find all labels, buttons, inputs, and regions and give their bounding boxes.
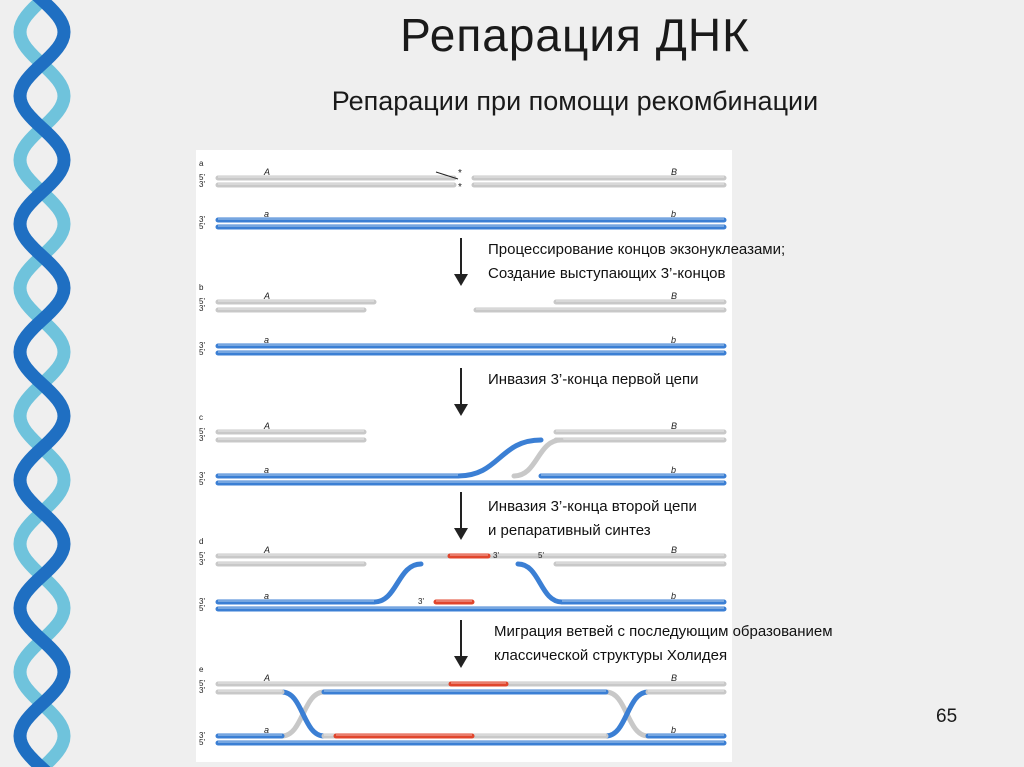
five-prime-label: 5' [199, 427, 205, 436]
step-2-text [488, 368, 698, 392]
three-prime-label: 3' [199, 304, 205, 313]
three-prime-label: 3' [199, 471, 205, 480]
break-star: * [458, 182, 462, 193]
step-3-text [488, 495, 697, 543]
gene-B-label: B [671, 167, 678, 177]
gene-A-label: A [264, 421, 271, 431]
step-3-line-2: и репаративный синтез [488, 522, 651, 539]
step-1-line-1: Процессирование концов экзонуклеазами; [488, 241, 786, 258]
step-4-line-1: Миграция ветвей с последующим образованием [494, 623, 833, 640]
down-arrow-icon [454, 492, 468, 540]
three-prime-label: 3' [199, 597, 205, 606]
gene-A-label: A [264, 291, 271, 301]
gene-A-label: A [264, 673, 271, 683]
three-prime-label: 3' [199, 434, 205, 443]
gene-B-label: B [671, 421, 678, 431]
gene-b-label: b [671, 725, 677, 735]
three-prime-label: 3' [418, 597, 424, 606]
panel-label: e [199, 665, 204, 674]
gene-A-label: A [264, 167, 271, 177]
slide-title: Репарация ДНК [400, 9, 750, 61]
step-1-text [488, 238, 785, 286]
holliday-junction-left-blue [282, 692, 324, 736]
step-4-line-2: классической структуры Холидея [494, 647, 728, 664]
step-1-line-2: Создание выступающих 3’-концов [488, 265, 726, 282]
step-4-text [494, 620, 833, 668]
gene-b-label: b [671, 591, 677, 601]
crossing-strand-right [518, 564, 562, 602]
three-prime-label: 3' [199, 215, 205, 224]
panel-label: c [199, 413, 203, 422]
gene-a-label: a [264, 465, 270, 475]
five-prime-label: 5' [199, 348, 205, 357]
five-prime-label: 5' [199, 173, 205, 182]
step-3-line-1: Инвазия 3’-конца второй цепи [488, 498, 697, 515]
dna-helix-decoration [0, 0, 90, 767]
five-prime-label: 5' [199, 738, 205, 747]
crossing-strand-left [374, 564, 421, 602]
gene-b-label: b [671, 335, 677, 345]
gene-A-label: A [264, 545, 271, 555]
gene-a-label: a [264, 725, 270, 735]
five-prime-label: 5' [199, 551, 205, 560]
five-prime-label: 5' [199, 604, 205, 613]
three-prime-label: 3' [199, 731, 205, 740]
gene-a-label: a [264, 591, 270, 601]
five-prime-label: 5' [199, 679, 205, 688]
gene-B-label: B [671, 291, 678, 301]
five-prime-label: 5' [199, 297, 205, 306]
gene-a-label: a [264, 209, 270, 219]
five-prime-label: 5' [199, 222, 205, 231]
panel-label: d [199, 537, 204, 546]
three-prime-label: 3' [493, 551, 499, 560]
gene-B-label: B [671, 545, 678, 555]
holliday-junction-right-blue [606, 692, 648, 736]
slide-subtitle: Репарации при помощи рекомбинации [331, 86, 819, 116]
panel-label: a [199, 159, 204, 168]
gene-b-label: b [671, 209, 677, 219]
down-arrow-icon [454, 620, 468, 668]
three-prime-label: 3' [199, 686, 205, 695]
five-prime-label: 5' [538, 551, 544, 560]
gene-a-label: a [264, 335, 270, 345]
step-2-line-1: Инвазия 3’-конца первой цепи [488, 371, 699, 388]
three-prime-label: 3' [199, 558, 205, 567]
down-arrow-icon [454, 238, 468, 286]
five-prime-label: 5' [199, 478, 205, 487]
down-arrow-icon [454, 368, 468, 416]
page-number: 65 [936, 706, 958, 727]
panel-label: b [199, 283, 204, 292]
three-prime-label: 3' [199, 341, 205, 350]
gene-b-label: b [671, 465, 677, 475]
three-prime-label: 3' [199, 180, 205, 189]
break-star: * [458, 168, 462, 179]
gene-B-label: B [671, 673, 678, 683]
